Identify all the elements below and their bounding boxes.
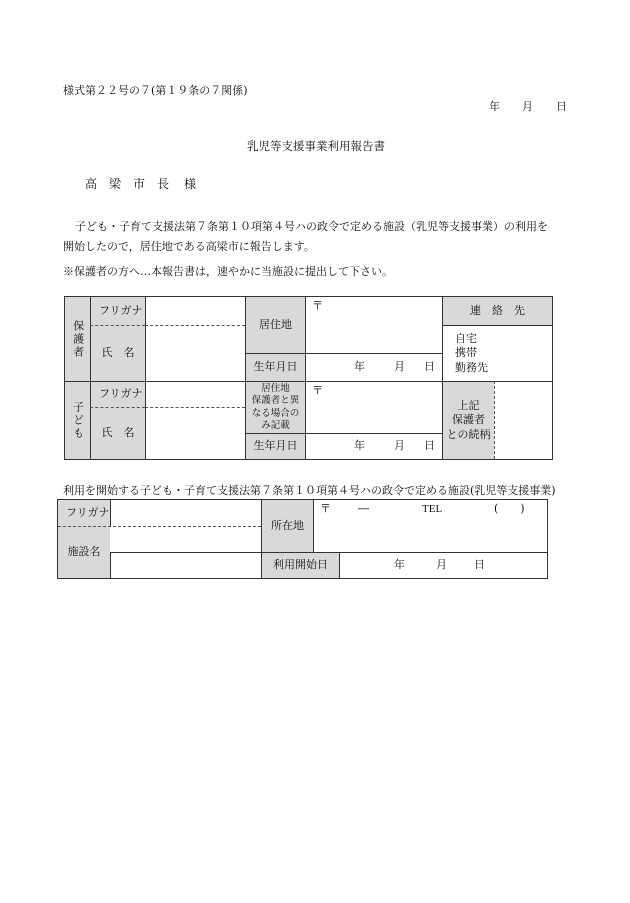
start-day: 日 (474, 558, 485, 572)
facility-name-field[interactable] (110, 552, 261, 578)
addressee-honorific: 様 (184, 177, 197, 191)
facility-start-date-field[interactable] (339, 552, 547, 578)
child-label: 子ども (71, 401, 85, 440)
guardian-residence-field[interactable] (305, 297, 442, 353)
facility-furigana-label: フリガナ (58, 500, 110, 526)
relation-label (442, 381, 494, 459)
guardian-name-field[interactable] (145, 325, 245, 381)
form-number: 様式第２２号の７(第１９条の７関係) (63, 84, 248, 97)
child-residence-label-2: 保護者と異 (251, 395, 300, 407)
child-residence-label-4: み記載 (261, 419, 290, 431)
facility-address-label: 所在地 (261, 500, 313, 552)
contact-home: 自宅 (455, 332, 477, 346)
start-month: 月 (436, 558, 447, 572)
contact-header: 連 絡 先 (442, 297, 552, 325)
contact-mobile: 携帯 (455, 346, 477, 360)
relation-label-2: 保護者 (452, 413, 485, 427)
start-year: 年 (394, 558, 405, 572)
relation-label-1: 上記 (457, 399, 480, 413)
facility-name-label: 施設名 (58, 526, 110, 578)
document-title: 乳児等支援事業利用報告書 (247, 139, 385, 153)
contact-field[interactable] (442, 325, 552, 381)
guardian-label-cell (65, 297, 90, 381)
child-name-label: 氏 名 (90, 407, 145, 459)
birth-year: 年 (354, 360, 365, 374)
relation-field[interactable] (494, 381, 552, 459)
guardian-note: ※保護者の方へ…本報告書は，速やかに当施設に提出して下さい。 (63, 265, 393, 278)
facility-heading: 利用を開始する子ども・子育て支援法第７条第１０項第４号ハの政令で定める施設(乳児等支援事業) (63, 484, 556, 497)
guardian-furigana-field[interactable] (145, 297, 245, 325)
guardian-furigana-label: フリガナ (90, 297, 145, 325)
facility-tel-label: TEL (422, 503, 443, 515)
guardian-birth-field[interactable] (305, 353, 442, 381)
facility-postal-dash: ― (358, 502, 369, 515)
facility-start-date-label: 利用開始日 (261, 552, 339, 578)
child-residence-field[interactable] (305, 381, 442, 433)
guardian-birth-label: 生年月日 (245, 353, 305, 381)
child-residence-label-1: 居住地 (261, 382, 290, 394)
child-furigana-label: フリガナ (90, 381, 145, 407)
child-birth-label: 生年月日 (245, 433, 305, 459)
facility-table (57, 499, 548, 579)
guardian-name-label: 氏 名 (90, 325, 145, 381)
child-birth-year: 年 (354, 439, 365, 453)
guardian-residence-label: 居住地 (245, 297, 305, 353)
contact-work: 勤務先 (455, 360, 488, 374)
child-furigana-field[interactable] (145, 381, 245, 407)
relation-label-3: との続柄 (446, 427, 491, 441)
facility-dashed-divider (58, 526, 261, 527)
child-birth-field[interactable] (305, 433, 442, 459)
facility-postal-mark: 〒 (320, 502, 331, 515)
child-label-cell (65, 381, 90, 459)
body-line-2: 開始したので，居住地である高梁市に報告します。 (63, 240, 315, 253)
child-name-field[interactable] (145, 407, 245, 459)
date-year: 年 (489, 100, 500, 113)
addressee-name: 高 梁 市 長 (85, 177, 170, 191)
applicant-table (64, 296, 553, 460)
child-residence-label (245, 381, 305, 433)
birth-day: 日 (424, 360, 435, 374)
guardian-label: 保護者 (71, 319, 85, 359)
facility-tel-paren: ( ) (494, 502, 525, 515)
child-postal-mark: 〒 (312, 384, 323, 397)
body-line-1: 子ども・子育て支援法第７条第１０項第４号ハの政令で定める施設（乳児等支援事業）の利用を (75, 220, 548, 233)
facility-address-field[interactable] (313, 500, 547, 552)
birth-month: 月 (394, 360, 405, 374)
date-month: 月 (522, 100, 533, 113)
child-residence-label-3: なる場合の (251, 407, 300, 419)
facility-furigana-field[interactable] (110, 500, 261, 526)
child-birth-day: 日 (424, 439, 435, 453)
child-birth-month: 月 (394, 439, 405, 453)
date-day: 日 (556, 100, 567, 113)
postal-mark: 〒 (312, 299, 323, 312)
